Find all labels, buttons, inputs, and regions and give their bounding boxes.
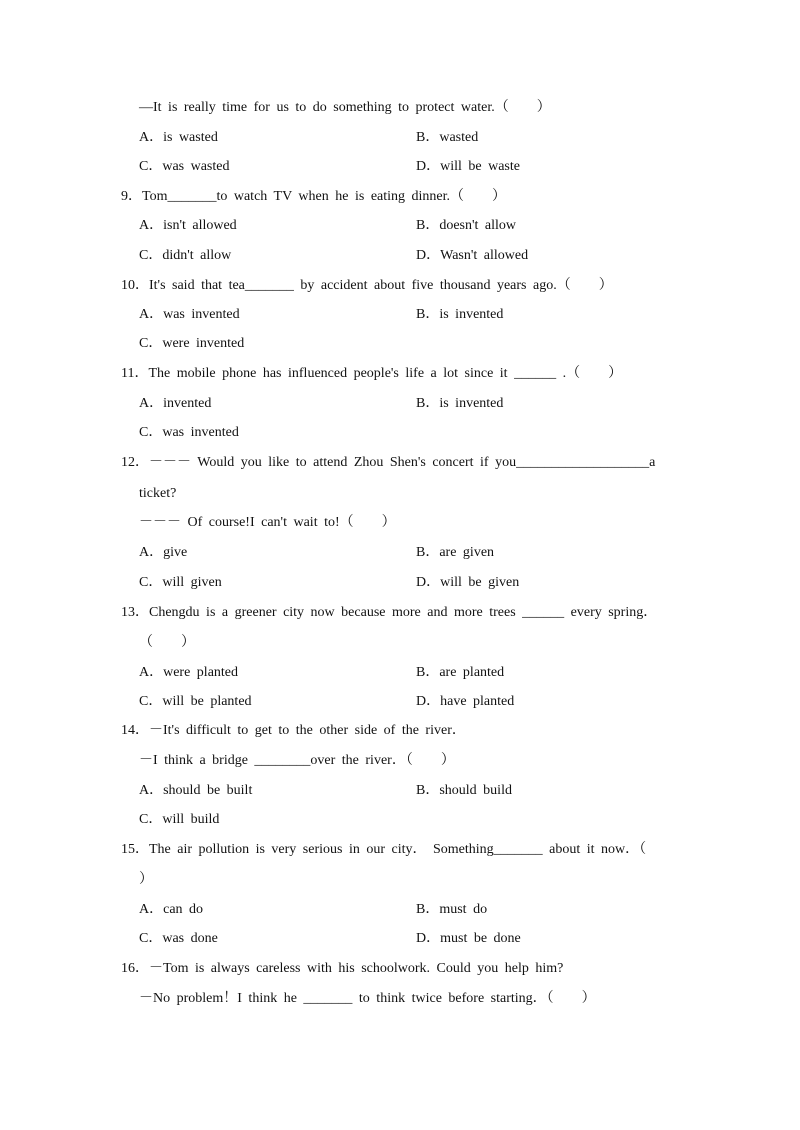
q9-option-c: C．didn't allow (139, 248, 232, 263)
q8-stem: —It is really time for us to do something to protect water.（ ） (139, 100, 551, 115)
q11-stem: 11．The mobile phone has influenced people's life a lot since it ______ .（ ） (121, 366, 623, 381)
q9-stem: 9．Tom_______to watch TV when he is eating dinner.（ ） (121, 189, 507, 204)
q15-option-c: C．was done (139, 931, 218, 946)
q13-option-a: A．were planted (139, 665, 239, 680)
q12-option-a: A．give (139, 545, 188, 560)
q13-option-d: D．have planted (416, 694, 515, 709)
q14-option-b: B．should build (416, 783, 512, 798)
q11-option-c: C．was invented (139, 425, 239, 440)
q13-option-b: B．are planted (416, 665, 505, 680)
q13-stem: 13．Chengdu is a greener city now because more and more trees ______ every spring． (121, 605, 658, 620)
q10-option-b: B．is invented (416, 307, 504, 322)
q9-option-b: B．doesn't allow (416, 218, 517, 233)
q13-option-c: C．will be planted (139, 694, 252, 709)
q8-option-b: B．wasted (416, 130, 479, 145)
q12-stem: 12．－－－ Would you like to attend Zhou Shen's concert if you___________________a (121, 455, 656, 470)
q12-reply: －－－ Of course!I can't wait to!（ ） (139, 515, 396, 530)
q12-option-b: B．are given (416, 545, 495, 560)
q16-stem: 16．－Tom is always careless with his schoolwork. Could you help him? (121, 961, 564, 976)
q16-reply: －No problem！I think he _______ to think twice before starting．（ ） (139, 991, 596, 1006)
q10-stem: 10．It's said that tea_______ by accident about five thousand years ago.（ ） (121, 278, 613, 293)
q12-option-c: C．will given (139, 575, 222, 590)
q15-option-d: D．must be done (416, 931, 521, 946)
q10-option-c: C．were invented (139, 336, 245, 351)
q15-option-b: B．must do (416, 902, 488, 917)
q15-stem: 15．The air pollution is very serious in our city． Something_______ about it now．（ (121, 842, 647, 857)
q14-reply: －I think a bridge ________over the river．（ ） (139, 753, 455, 768)
q11-option-a: A．invented (139, 396, 212, 411)
q10-option-a: A．was invented (139, 307, 240, 322)
q8-option-a: A．is wasted (139, 130, 218, 145)
q15-stem-continued: ） (139, 872, 153, 887)
q8-option-d: D．will be waste (416, 159, 520, 174)
q14-option-c: C．will build (139, 812, 220, 827)
q14-stem: 14．－It's difficult to get to the other side of the river． (121, 723, 466, 738)
q12-stem-continued: ticket? (139, 486, 177, 501)
q9-option-a: A．isn't allowed (139, 218, 237, 233)
q9-option-d: D．Wasn't allowed (416, 248, 529, 263)
q12-option-d: D．will be given (416, 575, 520, 590)
q15-option-a: A．can do (139, 902, 204, 917)
q8-option-c: C．was wasted (139, 159, 230, 174)
q14-option-a: A．should be built (139, 783, 253, 798)
q13-stem-continued: （ ） (139, 635, 195, 650)
q11-option-b: B．is invented (416, 396, 504, 411)
